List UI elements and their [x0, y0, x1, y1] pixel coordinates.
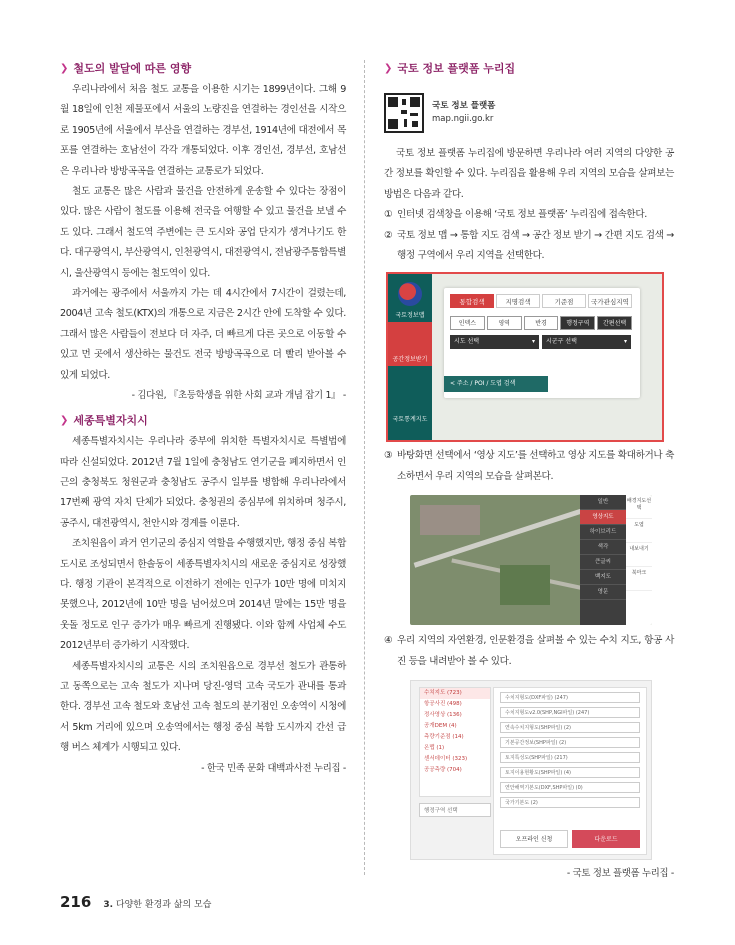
- section-heading-sejong: [60, 410, 346, 432]
- column-divider: [364, 60, 365, 875]
- tab-reference-point: 기준점: [542, 294, 586, 308]
- province-select: 시도 선택 ▾: [450, 335, 539, 349]
- steps-list: [384, 446, 674, 487]
- paragraph: 철도 교통은 많은 사람과 물건을 안전하게 운송할 수 있다는 장점이 있다. 많은 사람이 철도를 이용해 전국을 여행할 수 있고 물건을 보낼 수도 있다. 그래서 철도역 주변에는 큰 도시와 공업 단지가 생겨나기도 한다. 대구광역시, 부산광역시, 인천광역시, 대전광역시, 전남광주통합특별시, 울산광역시 등에는 철도역이 있다.: [60, 186, 346, 279]
- screenshot-download-panel: [410, 680, 652, 860]
- heading-chevron-icon: ❯: [60, 63, 69, 74]
- address-search-bar: < 주소 / POI / 도엽 검색: [444, 376, 548, 392]
- basemap-menu: 일반 영상지도 하이브리드 색각 큰글씨 백지도 영문: [580, 495, 626, 625]
- heading-chevron-icon: ❯: [60, 415, 69, 427]
- region-dropdown: 행정구역 선택: [419, 803, 491, 817]
- basemap-icon: 배경지도선택: [626, 495, 652, 519]
- source-citation: - 한국 민족 문화 대백과사전 누리집 -: [201, 762, 346, 774]
- source-citation: - 국토 정보 플랫폼 누리집 -: [566, 868, 674, 880]
- paragraph: 우리나라에서 처음 철도 교통을 이용한 시기는 1899년이다. 그해 9월 18일에 인천 제물포에서 서울의 노량진을 연결하는 경인선을 시작으로 1905년에 서울에서 부산을 연결하는 경부선, 1914년에 대전에서 목포를 연결하는 호남선이 각각 개통되었다. 이후 경인선, 경부선, 호남선은 우리나라 방방곡곡을 연결하는 교통로가 되었다.: [60, 84, 346, 177]
- platform-logo: [398, 282, 422, 306]
- source-citation: - 김다원, 『초등학생을 위한 사회 교과 개념 잡기 1』 -: [131, 390, 346, 402]
- heading-text: 철도의 발달에 따른 영향: [73, 62, 192, 75]
- section-heading-railway: [60, 58, 346, 80]
- qr-code-icon: [384, 93, 424, 133]
- steps-list: [384, 631, 674, 672]
- heading-text: 세종특별자치시: [73, 414, 148, 428]
- star-icon: 북마크: [626, 567, 652, 591]
- screenshot-map-search: [386, 272, 664, 442]
- map-tool-icons: [626, 495, 652, 625]
- paragraph: 세종특별자치시는 우리나라 중부에 위치한 특별자치시로 특별법에 따라 신설되었다. 2012년 7월 1일에 충청남도 연기군을 폐지하면서 인근의 충청북도 청원군과 충청남도 공주시 일부를 병합해 우리나라에서 17번째 광역 자치 단체가 되었다. 충청권의 중심부에 위치하며 청주시, 공주시, 대전광역시, 천안시와 경계를 이룬다.: [60, 436, 346, 529]
- search-panel: 통합검색 지명검색 기준점 국가관심지역 인덱스 영역 반경 행정구역 간편선택 시도 선택 ▾ 시군구 선택 ▾: [444, 288, 640, 398]
- tab-integrated-search: 통합검색: [450, 294, 494, 308]
- data-category-list: 수치지도 (723) 항공사진 (498) 정사영상 (136) 공개DEM (4) 측량기준점 (14) 온맵 (1) 센서데이터 (323) 공공측량 (704): [419, 687, 491, 797]
- page-number: 216: [60, 893, 92, 911]
- section-heading-platform: [384, 58, 674, 80]
- qr-block: [384, 86, 674, 140]
- paragraph: 세종특별자치시의 교통은 시의 조치원읍으로 경부선 철도가 관통하고 동쪽으로는 고속 철도가 지나며 당진-영덕 고속 국도가 관내를 통과한다. 경부선 고속 철도와 호남선 고속 철도의 분기점인 오송역이 시청에서 5km 거리에 있으며 오송역에서는 행정 중심 복합 도시까지 간선 급행 버스 체계가 시행되고 있다.: [60, 660, 346, 754]
- screenshot-satellite-map: [410, 495, 652, 625]
- chapter-title: 3. 다양한 환경과 삶의 모습: [103, 900, 212, 910]
- paragraph: 과거에는 광주에서 서울까지 가는 데 4시간에서 7시간이 걸렸는데, 2004년 고속 철도(KTX)의 개통으로 지금은 2시간 안에 도착할 수 있다. 그래서 많은 사람들이 전보다 더 자주, 더 빠르게 다른 곳으로 이동할 수 있고 먼 곳에서 생산하는 물건도 전국 방방곡곡으로 더 빨리 받아볼 수 있게 되었다.: [60, 288, 346, 381]
- paragraph: 조치원읍이 과거 연기군의 중심지 역할을 수행했지만, 행정 중심 복합 도시로 조성되면서 한솔동이 세종특별자치시의 새로운 중심지로 성장했다. 행정 기관이 본격적으로 이전하기 전에는 인구가 10만 명에 미치지 못했으나, 2012년에 10만 명을 넘어섰으며 2014년 말에는 15만 명을 웃돌 정도로 인구 증가가 매우 빠르게 진행됐다. 이와 함께 사업체 수도 2012년부터 증가하기 시작했다.: [60, 538, 346, 652]
- city-select: 시군구 선택 ▾: [542, 335, 631, 349]
- download-button: 다운로드: [572, 830, 640, 848]
- qr-title: 국토 정보 플랫폼: [432, 101, 496, 111]
- step-item: ③ 바탕화면 선택에서 ‘영상 지도’를 선택하고 영상 지도를 확대하거나 축소하면서 우리 지역의 모습을 살펴본다.: [384, 450, 674, 482]
- export-icon: 내보내기: [626, 543, 652, 567]
- grid-icon: 도엽: [626, 519, 652, 543]
- right-column: [384, 58, 674, 884]
- tab-place-search: 지명검색: [496, 294, 540, 308]
- page-footer: [60, 893, 211, 911]
- step-item: ② 국토 정보 맵 → 통합 지도 검색 → 공간 정보 받기 → 간편 지도 검색 → 행정 구역에서 우리 지역을 선택한다.: [384, 229, 674, 262]
- qr-url[interactable]: map.ngii.go.kr: [432, 114, 494, 124]
- offline-request-button: 오프라인 신청: [500, 830, 568, 848]
- tab-national-interest: 국가관심지역: [588, 294, 632, 308]
- step-item: ① 인터넷 검색창을 이용해 ‘국토 정보 플랫폼’ 누리집에 접속한다.: [384, 209, 647, 221]
- intro-paragraph: 국토 정보 플랫폼 누리집에 방문하면 우리나라 여러 지역의 다양한 공간 정보를 확인할 수 있다. 누리집을 활용해 우리 지역의 모습을 살펴보는 방법은 다음과 같다.: [384, 148, 674, 200]
- dataset-options: 수치지형도(DXF파일) (247) 수치지형도v2.0(SHP,NGI파일) (247) 연속수치지형도(SHP파일) (2) 기본공간정보(SHP파일) (2) 토지특성도(SHP파일) (217) 토지이용현황도(SHP파일) (4) 연안해역기본도(DXF,SHP파일) (0) 국가기본도 (2) 오프라인 신청 다운로드: [493, 687, 647, 855]
- qr-caption: [432, 100, 495, 126]
- step-item: ④ 우리 지역의 자연환경, 인문환경을 살펴볼 수 있는 수치 지도, 항공 사진 등을 내려받아 볼 수 있다.: [384, 635, 674, 667]
- heading-chevron-icon: ❯: [384, 63, 393, 74]
- heading-text: 국토 정보 플랫폼 누리집: [397, 62, 516, 75]
- map-sidebar: 국토정보맵 공간정보받기 국토통계지도: [388, 274, 432, 440]
- steps-list: [384, 205, 674, 266]
- left-column: [60, 58, 346, 779]
